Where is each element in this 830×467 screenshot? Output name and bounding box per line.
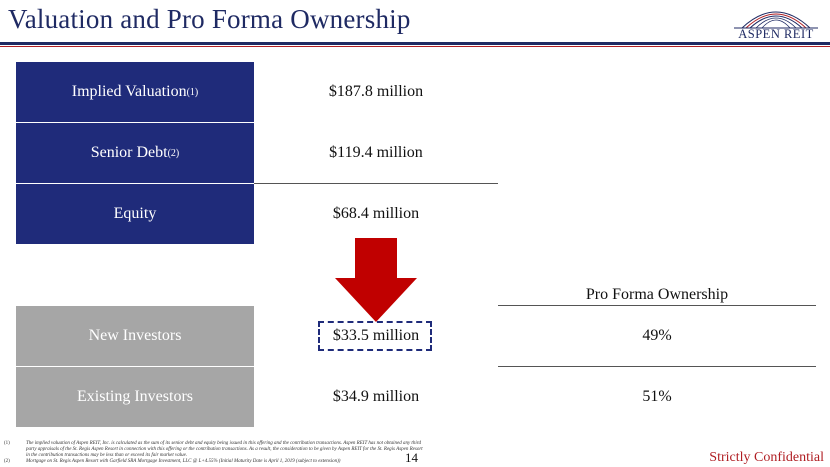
- label-new-investors: [16, 306, 254, 366]
- mountain-logo-icon: [728, 2, 824, 30]
- page-title: Valuation and Pro Forma Ownership: [8, 4, 411, 34]
- logo-text: ASPEN REIT: [738, 27, 814, 41]
- value-new-investors: $33.5 million: [332, 327, 420, 344]
- page-number: 14: [405, 450, 418, 465]
- label-text: New Investors: [88, 327, 182, 344]
- label-text: Equity: [113, 205, 157, 222]
- label-implied-valuation: [16, 62, 254, 122]
- label-text: Senior Debt: [90, 144, 168, 161]
- footnotes: [4, 441, 424, 465]
- footnote-1: [4, 441, 424, 459]
- footnote-ref: (1): [186, 86, 199, 98]
- value-equity: $68.4 million: [332, 205, 420, 222]
- value-existing-investors: $34.9 million: [332, 388, 420, 405]
- label-text: Existing Investors: [77, 388, 193, 405]
- footnote-text: The implied valuation of Aspen REIT, Inc. is calculated as the sum of its senior debt and equity being issued in this offering and the contribution transactions. Aspen REIT has not obtained any third party appraisals of the St. Regis Aspen Resort in connection with this offering or the contribution transactions. As a result, the consideration to be given by Aspen REIT for the St. Regis Aspen Resort in the contribution transactions may be less than or exceed its fair market value.: [26, 441, 423, 458]
- footnote-number: (2): [4, 459, 10, 464]
- confidential-label: Strictly Confidential: [709, 450, 824, 465]
- percent-new-investors: 49%: [642, 327, 672, 344]
- label-senior-debt: [16, 123, 254, 183]
- footnote-ref: (2): [167, 147, 180, 159]
- footnote-number: (1): [4, 441, 10, 446]
- logo: [728, 2, 824, 42]
- pro-forma-ownership-header: Pro Forma Ownership: [585, 286, 729, 303]
- value-implied-valuation: $187.8 million: [328, 83, 424, 100]
- label-equity: [16, 184, 254, 244]
- header-rule-red: [0, 46, 830, 47]
- value-senior-debt: $119.4 million: [329, 144, 423, 161]
- header-rule-navy: [0, 42, 830, 45]
- label-existing-investors: [16, 367, 254, 427]
- percent-existing-investors: 51%: [642, 388, 672, 405]
- footnote-2: [4, 459, 424, 465]
- footnote-text: Mortgage on St. Regis Aspen Resort with Garfield SRA Mortgage Investment, LLC @ L+4.55% (Initial Maturity Date is April 1, 2019 (subject to extension)): [26, 459, 341, 464]
- label-text: Implied Valuation: [71, 83, 187, 100]
